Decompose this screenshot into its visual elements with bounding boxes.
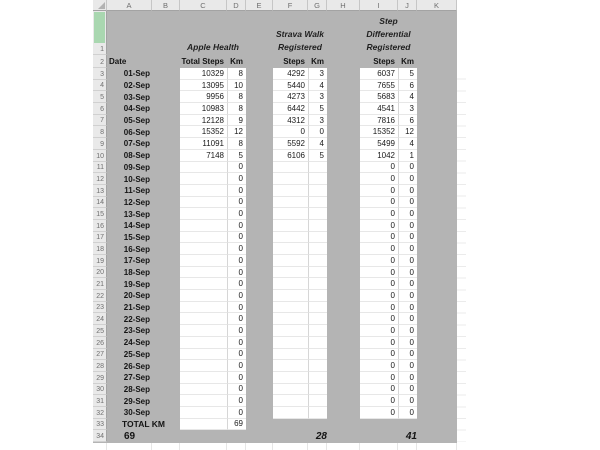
diff-km-cell[interactable]: 0 [398, 220, 417, 232]
strava-km-cell[interactable] [308, 325, 327, 337]
row-header-7[interactable]: 7 [93, 115, 107, 127]
row-header-32[interactable]: 32 [93, 407, 107, 419]
row-header-19[interactable]: 19 [93, 255, 107, 267]
diff-km-cell[interactable]: 6 [398, 80, 417, 92]
total-km-empty-cell[interactable] [180, 419, 227, 431]
diff-steps-cell[interactable]: 4541 [360, 103, 398, 115]
date-cell[interactable]: 19-Sep [123, 279, 150, 289]
apple-km-cell[interactable]: 10 [227, 80, 246, 92]
apple-steps-cell[interactable] [180, 313, 227, 325]
strava-steps-cell[interactable]: 4312 [273, 115, 308, 127]
apple-km-cell[interactable]: 8 [227, 138, 246, 150]
date-cell[interactable]: 17-Sep [123, 256, 150, 266]
apple-km-cell[interactable]: 0 [227, 208, 246, 220]
column-header-H[interactable]: H [327, 0, 360, 11]
strava-steps-cell[interactable] [273, 349, 308, 361]
row1-green-highlight [94, 12, 105, 43]
date-cell[interactable]: 12-Sep [123, 197, 150, 207]
apple-steps-cell[interactable]: 10983 [180, 103, 227, 115]
row-header-15[interactable]: 15 [93, 208, 107, 220]
apple-steps-cell[interactable] [180, 360, 227, 372]
column-header-K[interactable]: K [417, 0, 457, 11]
strava-km-cell[interactable]: 4 [308, 138, 327, 150]
apple-km-cell[interactable]: 0 [227, 360, 246, 372]
apple-steps-cell[interactable] [180, 278, 227, 290]
strava-steps-cell[interactable] [273, 232, 308, 244]
row-header-26[interactable]: 26 [93, 337, 107, 349]
strava-steps-cell[interactable] [273, 360, 308, 372]
apple-steps-cell[interactable]: 11091 [180, 138, 227, 150]
diff-steps-cell[interactable]: 0 [360, 302, 398, 314]
group-title-strava-walk[interactable]: Strava Walk Registered [275, 29, 325, 52]
strava-km-cell[interactable] [308, 232, 327, 244]
column-header-G[interactable]: G [308, 0, 327, 11]
apple-steps-cell[interactable] [180, 407, 227, 419]
gridline-stub [180, 443, 227, 450]
diff-km-cell[interactable]: 0 [398, 278, 417, 290]
row-header-8[interactable]: 8 [93, 126, 107, 138]
diff-km-cell[interactable]: 0 [398, 267, 417, 279]
total-km-value-cell[interactable]: 69 [227, 419, 246, 431]
row-header-33[interactable]: 33 [93, 419, 107, 431]
diff-steps-cell[interactable]: 0 [360, 220, 398, 232]
apple-km-cell[interactable]: 0 [227, 290, 246, 302]
date-cell[interactable]: 15-Sep [123, 232, 150, 242]
date-cell[interactable]: 06-Sep [123, 127, 150, 137]
apple-km-cell[interactable]: 0 [227, 372, 246, 384]
diff-steps-cell[interactable]: 0 [360, 185, 398, 197]
date-cell[interactable]: 13-Sep [123, 209, 150, 219]
column-header-C[interactable]: C [180, 0, 227, 11]
strava-steps-cell[interactable] [273, 325, 308, 337]
apple-km-cell[interactable]: 0 [227, 384, 246, 396]
row-header-14[interactable]: 14 [93, 197, 107, 209]
diff-km-cell[interactable]: 0 [398, 255, 417, 267]
strava-steps-cell[interactable] [273, 337, 308, 349]
diff-steps-cell[interactable]: 0 [360, 313, 398, 325]
diff-steps-cell[interactable]: 7655 [360, 80, 398, 92]
apple-km-cell[interactable]: 9 [227, 115, 246, 127]
row-header-12[interactable]: 12 [93, 173, 107, 185]
strava-km-cell[interactable] [308, 372, 327, 384]
strava-steps-cell[interactable] [273, 173, 308, 185]
strava-km-cell[interactable] [308, 290, 327, 302]
row-header-30[interactable]: 30 [93, 384, 107, 396]
total-km-label-cell[interactable]: TOTAL KM [122, 419, 165, 430]
column-header-A[interactable]: A [107, 0, 152, 11]
row-header-20[interactable]: 20 [93, 267, 107, 279]
apple-steps-cell[interactable] [180, 232, 227, 244]
row-header-3[interactable]: 3 [93, 68, 107, 80]
apple-steps-cell[interactable] [180, 372, 227, 384]
apple-km-cell[interactable]: 0 [227, 173, 246, 185]
strava-km-cell[interactable] [308, 278, 327, 290]
strava-steps-cell[interactable] [273, 162, 308, 174]
diff-steps-cell[interactable]: 0 [360, 232, 398, 244]
diff-steps-cell[interactable]: 0 [360, 278, 398, 290]
partial-next-row [93, 443, 457, 450]
strava-steps-cell[interactable] [273, 372, 308, 384]
apple-steps-cell[interactable] [180, 302, 227, 314]
diff-steps-cell[interactable]: 0 [360, 337, 398, 349]
column-header-J[interactable]: J [398, 0, 417, 11]
diff-km-cell[interactable]: 0 [398, 208, 417, 220]
apple-steps-cell[interactable] [180, 197, 227, 209]
date-cell[interactable]: 25-Sep [123, 349, 150, 359]
strava-km-cell[interactable]: 3 [308, 68, 327, 80]
gridline-stub [417, 443, 457, 450]
diff-steps-cell[interactable]: 0 [360, 325, 398, 337]
diff-steps-header-cell[interactable]: Steps [373, 57, 395, 66]
diff-km-cell[interactable]: 12 [398, 126, 417, 138]
diff-km-cell[interactable]: 0 [398, 243, 417, 255]
strava-km-cell[interactable] [308, 243, 327, 255]
date-cell[interactable]: 05-Sep [123, 116, 150, 126]
gridline-stub [227, 443, 246, 450]
date-cell[interactable]: 07-Sep [123, 139, 150, 149]
diff-km-cell[interactable]: 4 [398, 91, 417, 103]
strava-km-cell[interactable]: 5 [308, 150, 327, 162]
diff-km-cell[interactable]: 0 [398, 349, 417, 361]
gridline-stub [398, 443, 417, 450]
right-gridline-stubs [457, 68, 466, 442]
strava-km-cell[interactable] [308, 255, 327, 267]
diff-steps-cell[interactable]: 0 [360, 407, 398, 419]
date-cell[interactable]: 01-Sep [123, 69, 150, 79]
row-header-24[interactable]: 24 [93, 313, 107, 325]
strava-steps-cell[interactable] [273, 278, 308, 290]
date-cell[interactable]: 03-Sep [123, 92, 150, 102]
strava-km-cell[interactable] [308, 302, 327, 314]
apple-steps-cell[interactable] [180, 173, 227, 185]
diff-steps-cell[interactable]: 0 [360, 349, 398, 361]
strava-steps-cell[interactable] [273, 313, 308, 325]
strava-steps-cell[interactable] [273, 384, 308, 396]
diff-steps-cell[interactable]: 0 [360, 162, 398, 174]
diff-km-cell[interactable]: 0 [398, 337, 417, 349]
diff-km-cell[interactable]: 3 [398, 103, 417, 115]
diff-steps-cell[interactable]: 0 [360, 290, 398, 302]
apple-steps-cell[interactable] [180, 337, 227, 349]
strava-steps-cell[interactable] [273, 302, 308, 314]
spreadsheet-grid [93, 0, 457, 443]
diff-km-cell[interactable]: 0 [398, 384, 417, 396]
diff-km-cell[interactable]: 0 [398, 395, 417, 407]
strava-steps-header-cell[interactable]: Steps [283, 57, 305, 66]
summary-apple-km-cell[interactable]: 69 [123, 430, 136, 442]
apple-km-cell[interactable]: 0 [227, 185, 246, 197]
row-header-31[interactable]: 31 [93, 395, 107, 407]
strava-steps-cell[interactable]: 6442 [273, 103, 308, 115]
strava-km-cell[interactable] [308, 349, 327, 361]
row-header-9[interactable]: 9 [93, 138, 107, 150]
apple-steps-cell[interactable] [180, 384, 227, 396]
strava-km-cell[interactable]: 3 [308, 91, 327, 103]
row-header-25[interactable]: 25 [93, 325, 107, 337]
diff-steps-cell[interactable]: 0 [360, 208, 398, 220]
strava-steps-cell[interactable] [273, 243, 308, 255]
strava-steps-cell[interactable] [273, 267, 308, 279]
strava-steps-cell[interactable] [273, 290, 308, 302]
apple-steps-cell[interactable]: 10329 [180, 68, 227, 80]
strava-km-cell[interactable] [308, 360, 327, 372]
date-cell[interactable]: 27-Sep [123, 373, 150, 383]
diff-steps-cell[interactable]: 0 [360, 197, 398, 209]
apple-km-cell[interactable]: 0 [227, 325, 246, 337]
diff-steps-cell[interactable]: 0 [360, 384, 398, 396]
row-header-27[interactable]: 27 [93, 349, 107, 361]
strava-km-cell[interactable] [308, 384, 327, 396]
apple-steps-cell[interactable] [180, 255, 227, 267]
apple-km-cell[interactable]: 8 [227, 68, 246, 80]
strava-steps-cell[interactable]: 4292 [273, 68, 308, 80]
row-header-6[interactable]: 6 [93, 103, 107, 115]
strava-steps-cell[interactable] [273, 255, 308, 267]
strava-steps-cell[interactable]: 6106 [273, 150, 308, 162]
apple-steps-cell[interactable]: 12128 [180, 115, 227, 127]
date-cell[interactable]: 16-Sep [123, 244, 150, 254]
strava-steps-cell[interactable] [273, 185, 308, 197]
column-header-E[interactable]: E [246, 0, 273, 11]
apple-km-cell[interactable]: 0 [227, 407, 246, 419]
diff-steps-cell[interactable]: 6037 [360, 68, 398, 80]
row-header-10[interactable]: 10 [93, 150, 107, 162]
row-header-21[interactable]: 21 [93, 278, 107, 290]
row-header-29[interactable]: 29 [93, 372, 107, 384]
strava-km-cell[interactable] [308, 173, 327, 185]
row-header-22[interactable]: 22 [93, 290, 107, 302]
diff-km-header-cell[interactable]: Km [401, 57, 414, 66]
diff-steps-cell[interactable]: 0 [360, 267, 398, 279]
row-header-18[interactable]: 18 [93, 243, 107, 255]
date-header-cell[interactable]: Date [109, 57, 127, 66]
row-header-2[interactable]: 2 [93, 55, 107, 68]
column-header-D[interactable]: D [227, 0, 246, 11]
diff-steps-cell[interactable]: 0 [360, 243, 398, 255]
strava-steps-cell[interactable]: 5440 [273, 80, 308, 92]
strava-steps-cell[interactable]: 4273 [273, 91, 308, 103]
diff-km-cell[interactable]: 0 [398, 407, 417, 419]
row-header-17[interactable]: 17 [93, 232, 107, 244]
row-header-1[interactable]: 1 [93, 11, 107, 55]
strava-km-cell[interactable]: 3 [308, 115, 327, 127]
diff-steps-cell[interactable]: 7816 [360, 115, 398, 127]
summary-diff-km-cell[interactable]: 41 [405, 430, 417, 442]
strava-steps-cell[interactable] [273, 407, 308, 419]
date-cell[interactable]: 29-Sep [123, 396, 150, 406]
select-all-corner[interactable] [93, 0, 107, 11]
strava-steps-cell[interactable]: 5592 [273, 138, 308, 150]
gridline-stub [327, 443, 360, 450]
diff-km-cell[interactable]: 5 [398, 68, 417, 80]
row-header-28[interactable]: 28 [93, 360, 107, 372]
group-title-apple-health[interactable]: Apple Health [187, 42, 239, 52]
diff-km-cell[interactable]: 6 [398, 115, 417, 127]
apple-km-cell[interactable]: 0 [227, 255, 246, 267]
gridline-stub [246, 443, 273, 450]
strava-km-cell[interactable] [308, 337, 327, 349]
apple-steps-cell[interactable] [180, 220, 227, 232]
apple-km-cell[interactable]: 5 [227, 150, 246, 162]
row-header-13[interactable]: 13 [93, 185, 107, 197]
row-header-11[interactable]: 11 [93, 162, 107, 174]
strava-km-cell[interactable] [308, 162, 327, 174]
apple-km-header-cell[interactable]: Km [230, 57, 243, 66]
diff-km-cell[interactable]: 0 [398, 372, 417, 384]
row-header-34[interactable]: 34 [93, 430, 107, 442]
strava-steps-cell[interactable] [273, 208, 308, 220]
date-cell[interactable]: 30-Sep [123, 408, 150, 418]
strava-km-cell[interactable] [308, 185, 327, 197]
strava-steps-cell[interactable]: 0 [273, 126, 308, 138]
apple-km-cell[interactable]: 0 [227, 278, 246, 290]
apple-steps-cell[interactable] [180, 325, 227, 337]
apple-km-cell[interactable]: 0 [227, 162, 246, 174]
strava-steps-cell[interactable] [273, 395, 308, 407]
strava-km-cell[interactable]: 5 [308, 103, 327, 115]
date-cell[interactable]: 28-Sep [123, 384, 150, 394]
apple-steps-header-cell[interactable]: Total Steps [181, 57, 224, 66]
diff-steps-cell[interactable]: 0 [360, 173, 398, 185]
diff-steps-cell[interactable]: 0 [360, 395, 398, 407]
diff-steps-cell[interactable]: 0 [360, 255, 398, 267]
row-header-23[interactable]: 23 [93, 302, 107, 314]
date-cell[interactable]: 20-Sep [123, 291, 150, 301]
date-cell[interactable]: 14-Sep [123, 221, 150, 231]
date-cell[interactable]: 11-Sep [124, 186, 150, 196]
strava-km-cell[interactable] [308, 313, 327, 325]
diff-steps-cell[interactable]: 0 [360, 360, 398, 372]
diff-steps-cell[interactable]: 15352 [360, 126, 398, 138]
apple-km-cell[interactable]: 8 [227, 91, 246, 103]
date-cell[interactable]: 04-Sep [123, 104, 150, 114]
apple-km-cell[interactable]: 0 [227, 243, 246, 255]
strava-km-header-cell[interactable]: Km [311, 57, 324, 66]
date-cell[interactable]: 10-Sep [123, 174, 150, 184]
apple-km-cell[interactable]: 0 [227, 337, 246, 349]
strava-km-cell[interactable] [308, 220, 327, 232]
diff-steps-cell[interactable]: 5499 [360, 138, 398, 150]
strava-km-cell[interactable] [308, 208, 327, 220]
diff-steps-cell[interactable]: 0 [360, 372, 398, 384]
apple-steps-cell[interactable]: 9956 [180, 91, 227, 103]
diff-km-cell[interactable]: 4 [398, 138, 417, 150]
diff-km-cell[interactable]: 0 [398, 173, 417, 185]
date-cell[interactable]: 09-Sep [123, 162, 150, 172]
summary-strava-km-cell[interactable]: 28 [315, 430, 327, 442]
date-cell[interactable]: 21-Sep [123, 303, 150, 313]
strava-km-cell[interactable]: 4 [308, 80, 327, 92]
gridline-stub [93, 443, 107, 450]
apple-steps-cell[interactable]: 13095 [180, 80, 227, 92]
apple-km-cell[interactable]: 8 [227, 103, 246, 115]
gridline-stub [308, 443, 327, 450]
diff-km-cell[interactable]: 1 [398, 150, 417, 162]
group-title-step-differential[interactable]: Step Differential Registered [366, 16, 411, 52]
strava-km-cell[interactable] [308, 197, 327, 209]
apple-steps-cell[interactable] [180, 208, 227, 220]
apple-km-cell[interactable]: 0 [227, 395, 246, 407]
column-header-I[interactable]: I [360, 0, 398, 11]
apple-steps-cell[interactable] [180, 395, 227, 407]
diff-steps-cell[interactable]: 5683 [360, 91, 398, 103]
apple-steps-cell[interactable] [180, 267, 227, 279]
apple-steps-cell[interactable]: 15352 [180, 126, 227, 138]
strava-steps-cell[interactable] [273, 197, 308, 209]
date-cell[interactable]: 26-Sep [123, 361, 150, 371]
date-cell[interactable]: 18-Sep [123, 268, 150, 278]
date-cell[interactable]: 08-Sep [123, 151, 150, 161]
apple-steps-cell[interactable] [180, 290, 227, 302]
diff-km-cell[interactable]: 0 [398, 313, 417, 325]
apple-km-cell[interactable]: 0 [227, 313, 246, 325]
diff-km-cell[interactable]: 0 [398, 197, 417, 209]
row-header-4[interactable]: 4 [93, 80, 107, 92]
strava-steps-cell[interactable] [273, 220, 308, 232]
apple-km-cell[interactable]: 12 [227, 126, 246, 138]
apple-steps-cell[interactable]: 7148 [180, 150, 227, 162]
apple-km-cell[interactable]: 0 [227, 232, 246, 244]
diff-km-cell[interactable]: 0 [398, 185, 417, 197]
apple-steps-cell[interactable] [180, 349, 227, 361]
date-cell[interactable]: 24-Sep [123, 338, 150, 348]
column-header-B[interactable]: B [152, 0, 180, 11]
diff-km-cell[interactable]: 0 [398, 290, 417, 302]
apple-steps-cell[interactable] [180, 162, 227, 174]
gridline-stub [360, 443, 398, 450]
strava-km-cell[interactable] [308, 407, 327, 419]
gridline-stub [152, 443, 180, 450]
diff-steps-cell[interactable]: 1042 [360, 150, 398, 162]
apple-km-cell[interactable]: 0 [227, 349, 246, 361]
date-cell[interactable]: 22-Sep [123, 314, 150, 324]
strava-km-cell[interactable] [308, 395, 327, 407]
apple-steps-cell[interactable] [180, 243, 227, 255]
diff-km-cell[interactable]: 0 [398, 162, 417, 174]
diff-km-cell[interactable]: 0 [398, 302, 417, 314]
gridline-stub [107, 443, 152, 450]
apple-km-cell[interactable]: 0 [227, 267, 246, 279]
row-header-5[interactable]: 5 [93, 91, 107, 103]
diff-km-cell[interactable]: 0 [398, 360, 417, 372]
apple-km-cell[interactable]: 0 [227, 220, 246, 232]
select-all-triangle-icon [98, 2, 105, 9]
column-header-F[interactable]: F [273, 0, 308, 11]
apple-km-cell[interactable]: 0 [227, 197, 246, 209]
strava-km-cell[interactable] [308, 267, 327, 279]
diff-km-cell[interactable]: 0 [398, 325, 417, 337]
diff-km-cell[interactable]: 0 [398, 232, 417, 244]
apple-km-cell[interactable]: 0 [227, 302, 246, 314]
date-cell[interactable]: 02-Sep [123, 81, 150, 91]
date-cell[interactable]: 23-Sep [123, 326, 150, 336]
apple-steps-cell[interactable] [180, 185, 227, 197]
gridline-stub [273, 443, 308, 450]
row-header-16[interactable]: 16 [93, 220, 107, 232]
strava-km-cell[interactable]: 0 [308, 126, 327, 138]
